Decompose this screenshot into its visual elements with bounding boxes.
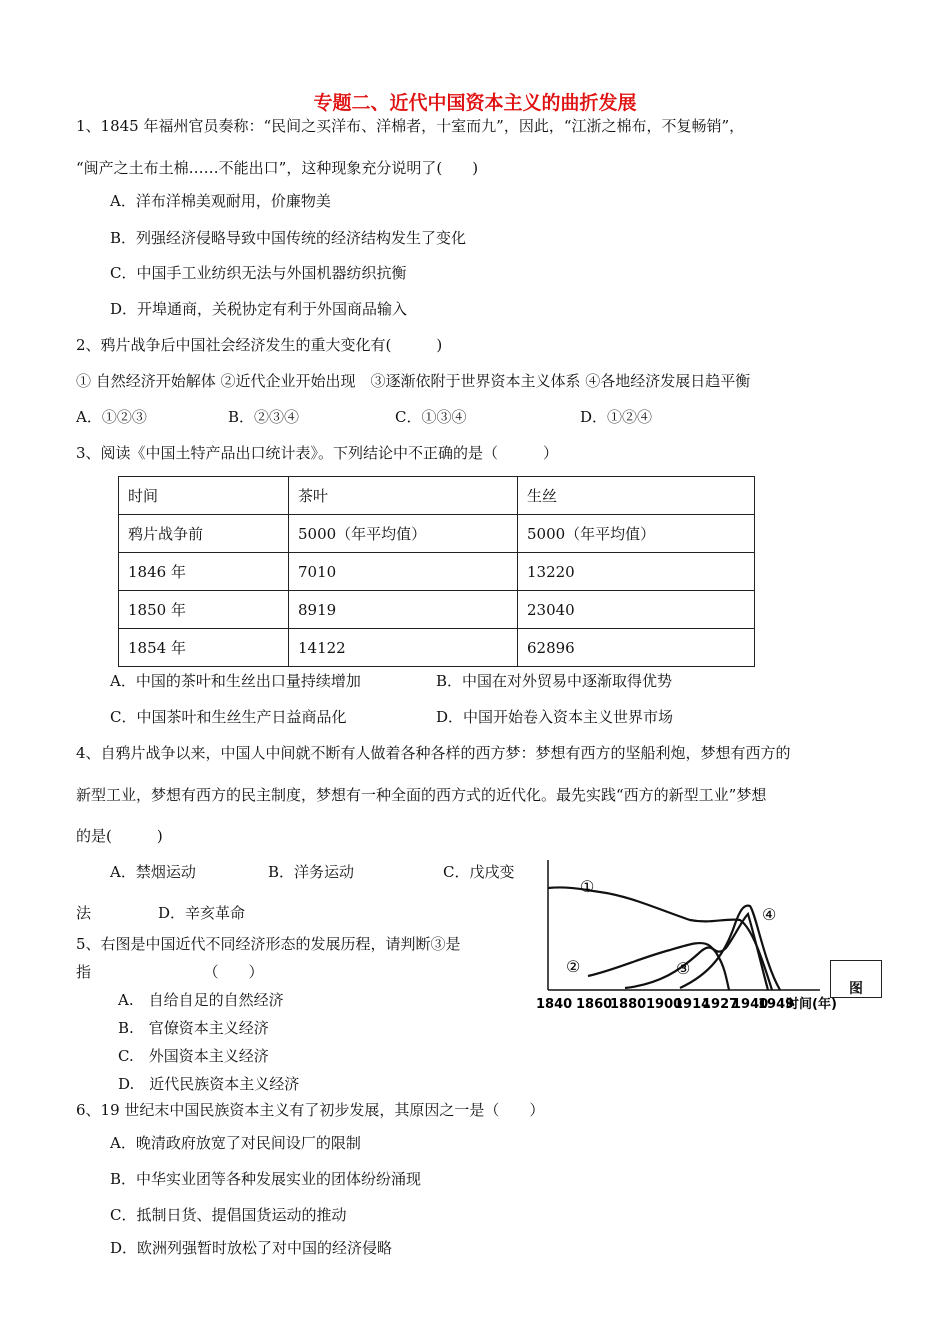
x-tick-label: 1940 [732,997,769,1012]
q1-option-a[interactable]: A．洋布洋棉美观耐用，价廉物美 [110,192,331,210]
table-cell: 8919 [289,591,518,629]
q5-stem-line2: 指 （ ） [76,963,264,981]
table-cell: 7010 [289,553,518,591]
table-cell: 1850 年 [119,591,289,629]
table-row [119,477,755,515]
q5-option-b[interactable]: B. 官僚资本主义经济 [118,1019,269,1037]
table-cell: 13220 [518,553,755,591]
q1-option-c[interactable]: C．中国手工业纺织无法与外国机器纺织抗衡 [110,264,407,282]
curve-label: ④ [762,905,777,924]
x-tick-label: 1860 [576,997,613,1012]
table-cell: 1846 年 [119,553,289,591]
curve-label: ① [580,877,595,896]
x-tick-label: 1840 [536,997,573,1012]
economy-forms-figure [530,858,837,1023]
q5-option-a[interactable]: A. 自给自足的自然经济 [118,991,284,1009]
x-tick-label: 1914 [674,997,711,1012]
q3-option-b[interactable]: B．中国在对外贸易中逐渐取得优势 [436,672,673,690]
figure-caption-box [830,960,882,998]
q6-stem: 6、19 世纪末中国民族资本主义有了初步发展，其原因之一是（ ） [76,1101,545,1119]
q1-stem-line2: “闽产之土布土棉……不能出口”，这种现象充分说明了( ) [76,159,479,177]
q3-option-c[interactable]: C．中国茶叶和生丝生产日益商品化 [110,708,347,726]
q6-option-c[interactable]: C．抵制日货、提倡国货运动的推动 [110,1206,347,1224]
q2-option-d[interactable]: D．①②④ [580,408,653,426]
q4-option-a[interactable]: A．禁烟运动 [110,863,196,881]
table-row [119,515,755,553]
q2-option-b[interactable]: B．②③④ [228,408,300,426]
table-cell: 茶叶 [289,477,518,515]
table-cell: 62896 [518,629,755,667]
table-cell: 时间 [119,477,289,515]
q5-option-c[interactable]: C. 外国资本主义经济 [118,1047,269,1065]
table-cell: 14122 [289,629,518,667]
curve-2 [588,914,768,990]
q2-option-a[interactable]: A．①②③ [76,408,147,426]
q1-option-b[interactable]: B．列强经济侵略导致中国传统的经济结构发生了变化 [110,229,467,247]
curve-label: ③ [676,959,691,978]
q1-option-d[interactable]: D．开埠通商，关税协定有利于外国商品输入 [110,300,408,318]
curve-1 [548,887,772,990]
q6-option-b[interactable]: B．中华实业团等各种发展实业的团体纷纷涌现 [110,1170,422,1188]
q3-option-d[interactable]: D．中国开始卷入资本主义世界市场 [436,708,674,726]
table-cell: 23040 [518,591,755,629]
x-tick-label: 1949 [758,997,795,1012]
page-title: 专题二、近代中国资本主义的曲折发展 [313,92,637,114]
figure-caption: 图 [849,981,863,997]
table-row [119,629,755,667]
q2-stem-line1: 2、鸦片战争后中国社会经济发生的重大变化有( ) [76,336,443,354]
q4-option-d[interactable]: D．辛亥革命 [158,904,246,922]
table-row [119,553,755,591]
q4-stem-line1: 4、自鸦片战争以来，中国人中间就不断有人做着各种各样的西方梦：梦想有西方的坚船利炮，梦想有西方的 [76,744,791,762]
table-cell: 1854 年 [119,629,289,667]
x-tick-label: 1880 [610,997,647,1012]
q2-option-c[interactable]: C．①③④ [395,408,467,426]
export-statistics-table [118,476,755,667]
q4-option-c[interactable]: C．戊戌变 [443,863,515,881]
q4-option-c-cont: 法 [76,904,92,922]
q4-stem-line3: 的是( ) [76,827,163,845]
table-cell: 鸦片战争前 [119,515,289,553]
table-cell: 5000（年平均值） [518,515,755,553]
table-cell: 5000（年平均值） [289,515,518,553]
q4-stem-line2: 新型工业，梦想有西方的民主制度，梦想有一种全面的西方式的近代化。最先实践“西方的新型工业”梦想 [76,786,767,804]
x-axis-label: 时间(年) [786,997,837,1012]
q3-stem: 3、阅读《中国土特产品出口统计表》。下列结论中不正确的是（ ） [76,444,559,462]
q6-option-a[interactable]: A．晚清政府放宽了对民间设厂的限制 [110,1134,361,1152]
x-tick-label: 1927 [702,997,739,1012]
q5-stem-line1: 5、右图是中国近代不同经济形态的发展历程，请判断③是 [76,935,461,953]
curve-label: ② [566,957,581,976]
q4-option-b[interactable]: B．洋务运动 [268,863,355,881]
table-cell: 生丝 [518,477,755,515]
q1-stem-line1: 1、1845 年福州官员奏称：“民间之买洋布、洋棉者，十室而九”，因此，“江浙之棉布，不复畅销”， [76,117,745,135]
q5-option-d[interactable]: D. 近代民族资本主义经济 [118,1075,300,1093]
q2-stem-line2: ① 自然经济开始解体 ②近代企业开始出现 ③逐渐依附于世界资本主义体系 ④各地经济发展日趋平衡 [76,372,751,390]
q6-option-d[interactable]: D．欧洲列强暂时放松了对中国的经济侵略 [110,1239,393,1257]
table-row [119,591,755,629]
x-tick-label: 1900 [646,997,683,1012]
q3-option-a[interactable]: A．中国的茶叶和生丝出口量持续增加 [110,672,361,690]
